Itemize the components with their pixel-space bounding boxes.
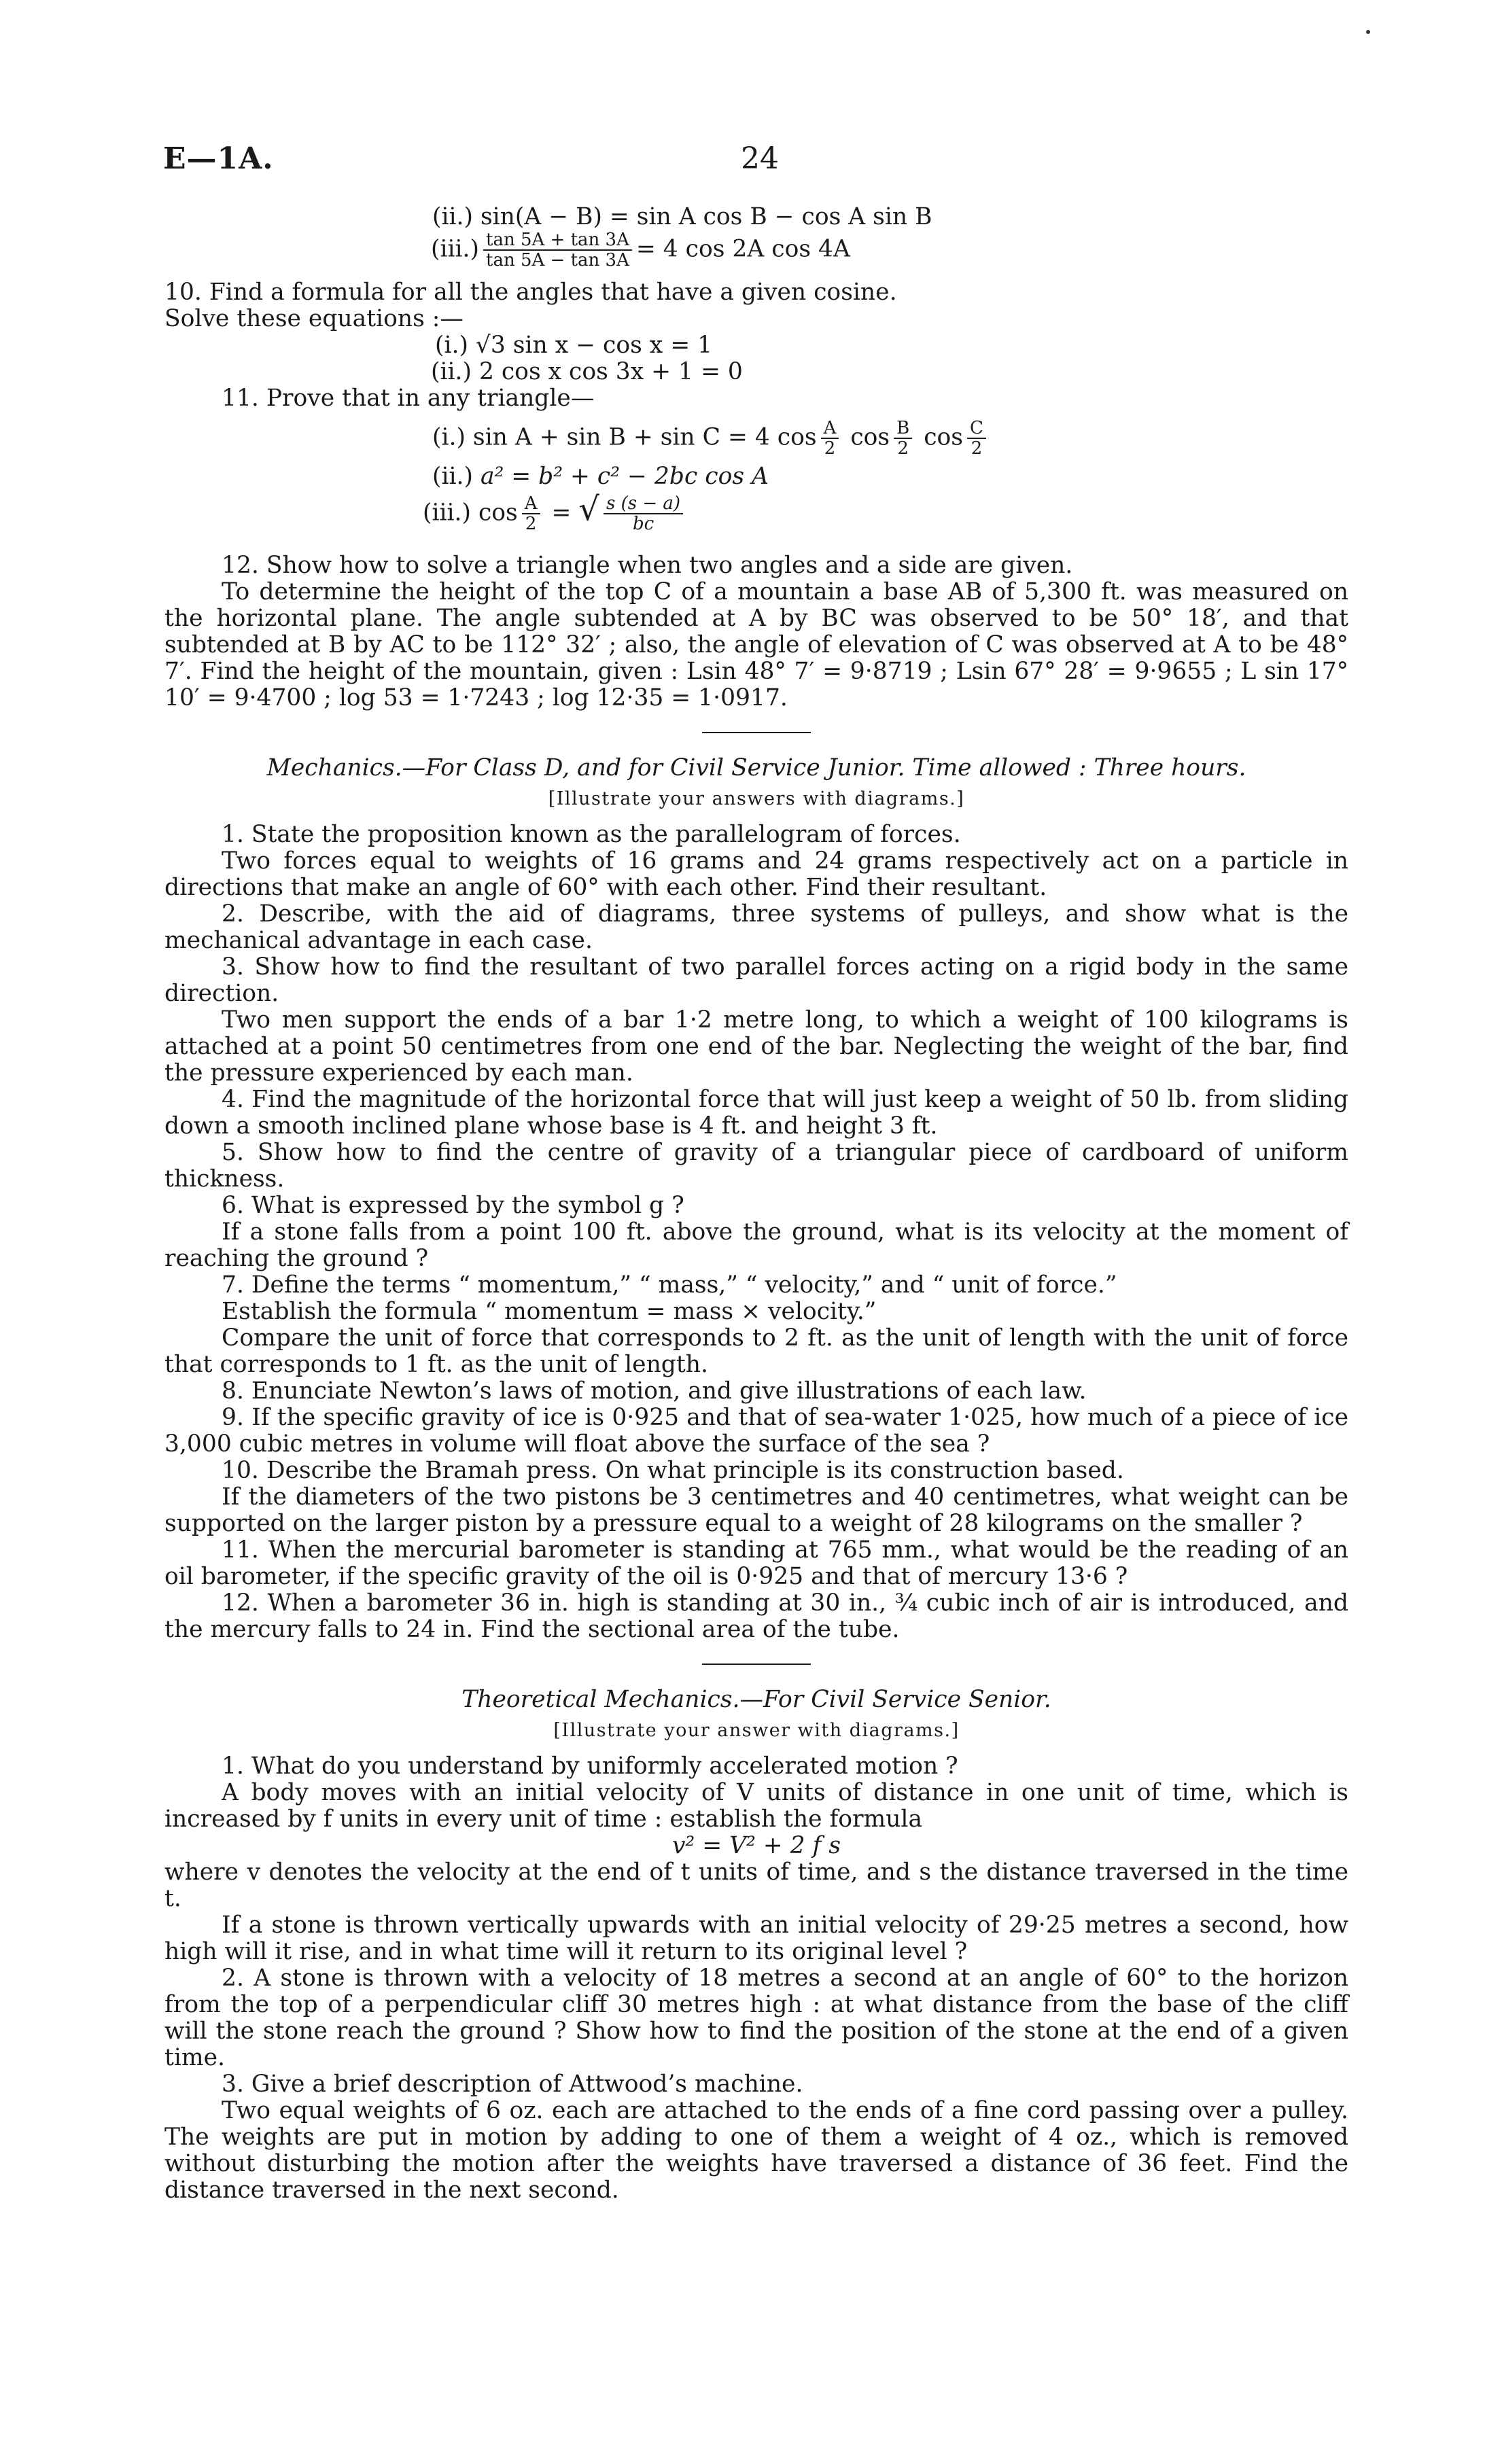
scan-speck <box>1366 30 1370 34</box>
theo-para: A body moves with an initial velocity of V units of distance in one unit of time, which is increased by f units in every unit of time : establish the formula <box>164 1779 1348 1833</box>
mech-para: Compare the unit of force that corresponds to 2 ft. as the unit of length with the unit of force that corresponds to 1 ft. as the unit of length. <box>164 1324 1348 1378</box>
mechanics-note: [Illustrate your answers with diagrams.] <box>548 788 965 809</box>
mech-para: 10. Describe the Bramah press. On what principle is its construction based. <box>222 1457 1124 1484</box>
mech-para: 12. When a barometer 36 in. high is standing at 30 in., ¾ cubic inch of air is introduced, and the mercury falls to 24 in. Find the sectional area of the tube. <box>164 1589 1348 1643</box>
theo-para: where v denotes the velocity at the end of t units of time, and s the distance traversed in the time t. <box>164 1859 1348 1912</box>
mech-para: 9. If the specific gravity of ice is 0·925 and that of sea-water 1·025, how much of a piece of ice 3,000 cubic metres in volume will float above the surface of the sea ? <box>164 1404 1348 1458</box>
q10-sub: Solve these equations :— <box>164 305 464 332</box>
q10-i: (i.) √3 sin x − cos x = 1 <box>435 332 713 359</box>
mech-para: Two forces equal to weights of 16 grams and 24 grams respectively act on a particle in directions that make an angle of 60° with each other. Find their resultant. <box>164 847 1348 901</box>
q11-text: 11. Prove that in any triangle— <box>222 385 595 412</box>
mech-para: 1. State the proposition known as the parallelogram of forces. <box>222 821 961 848</box>
mech-para: 8. Enunciate Newton’s laws of motion, and give illustrations of each law. <box>222 1377 1087 1405</box>
fraction: $\frac{s (s - a)}{bc}$ <box>604 494 683 533</box>
mech-para: 3. Show how to find the resultant of two parallel forces acting on a rigid body in the same direction. <box>164 953 1348 1007</box>
section-divider <box>702 1664 811 1665</box>
theoretical-heading: Theoretical Mechanics.—For Civil Service Senior. <box>461 1686 1051 1713</box>
theoretical-note: [Illustrate your answer with diagrams.] <box>553 1720 960 1741</box>
fraction: $\frac{C}{2}$ <box>967 419 986 458</box>
mech-para: 5. Show how to find the centre of gravity of a triangular piece of cardboard of uniform thickness. <box>164 1139 1348 1193</box>
page-number: 24 <box>741 141 779 176</box>
q12-text: 12. Show how to solve a triangle when two angles and a side are given. <box>222 552 1073 579</box>
mech-para: Establish the formula “ momentum = mass × velocity.” <box>222 1298 877 1325</box>
q11-ii: (ii.) a² = b² + c² − 2bc cos A <box>432 463 769 490</box>
fraction: $\frac{\tan 5A + \tan 3A}{\tan 5A - \tan 3A}$ <box>483 230 632 270</box>
fraction: $\frac{A}{2}$ <box>821 419 839 458</box>
mech-para: Two men support the ends of a bar 1·2 metre long, to which a weight of 100 kilograms is attached at a point 50 centimetres from one end of the bar. Neglecting the weight of the bar, find the pressure experienced by each man. <box>164 1006 1348 1087</box>
fraction: $\frac{B}{2}$ <box>894 419 912 458</box>
q12-para: To determine the height of the top C of a mountain a base AB of 5,300 ft. was measured on the horizontal plane. The angle subtended at A by BC was observed to be 50° 18′, and that subtended at B by AC to be 112° 32′ ; also, the angle of elevation of C was observed at A to be 48° 7′. Find the height of the mountain, given : Lsin 48° 7′ = 9·8719 ; Lsin 67° 28′ = 9·9655 ; L sin 17° 10′ = 9·4700 ; log 53 = 1·7243 ; log 12·35 = 1·0917. <box>164 578 1348 711</box>
mech-para: 2. Describe, with the aid of diagrams, three systems of pulleys, and show what is the mechanical advantage in each case. <box>164 900 1348 954</box>
mech-para: If the diameters of the two pistons be 3 centimetres and 40 centimetres, what weight can be supported on the larger piston by a pressure equal to a weight of 28 kilograms on the smaller ? <box>164 1483 1348 1537</box>
mech-para: 11. When the mercurial barometer is standing at 765 mm., what would be the reading of an oil barometer, if the specific gravity of the oil is 0·925 and that of mercury 13·6 ? <box>164 1536 1348 1590</box>
page-content <box>164 204 1348 2204</box>
theo-para: 3. Give a brief description of Attwood’s machine. <box>222 2071 803 2098</box>
theo-para: 2. A stone is thrown with a velocity of 18 metres a second at an angle of 60° to the horizon from the top of a perpendicular cliff 30 metres high : at what distance from the base of the cliff will the stone reach the ground ? Show how to find the position of the stone at the end of a given time. <box>164 1965 1348 2071</box>
q11-i: (i.) sin A + sin B + sin C = 4 cos $\frac{A}{2}$ cos $\frac{B}{2}$ cos $\frac{C}{2}$ <box>164 419 1348 458</box>
q11-iii: (iii.) cos $\frac{A}{2}$ = √ $\frac{s (s - a)}{bc}$ <box>164 494 1348 533</box>
q9-iii: (iii.) $\frac{\tan 5A + \tan 3A}{\tan 5A - \tan 3A}$ = 4 cos 2A cos 4A <box>431 230 850 270</box>
theo-para: Two equal weights of 6 oz. each are attached to the ends of a fine cord passing over a pulley. The weights are put in motion by adding to one of them a weight of 4 oz., which is removed without disturbing the motion after the weights have traversed a distance of 36 feet. Find the distance traversed in the next second. <box>164 2097 1348 2204</box>
document-code: E—1A. <box>163 141 274 176</box>
mech-para: 7. Define the terms “ momentum,” “ mass,” “ velocity,” and “ unit of force.” <box>222 1271 1117 1299</box>
mechanics-heading: Mechanics.—For Class D, and for Civil Service Junior. Time allowed : Three hours. <box>266 754 1246 781</box>
q10-text: 10. Find a formula for all the angles that have a given cosine. <box>164 279 897 306</box>
fraction: $\frac{A}{2}$ <box>522 494 540 533</box>
q10-ii: (ii.) 2 cos x cos 3x + 1 = 0 <box>431 358 743 385</box>
section-divider <box>702 732 811 733</box>
mech-para: 4. Find the magnitude of the horizontal force that will just keep a weight of 50 lb. from sliding down a smooth inclined plane whose base is 4 ft. and height 3 ft. <box>164 1086 1348 1140</box>
theo-para: 1. What do you understand by uniformly accelerated motion ? <box>222 1753 958 1780</box>
q9-ii: (ii.) sin(A − B) = sin A cos B − cos A sin B <box>432 203 932 230</box>
theo-formula: v² = V² + 2 f s <box>671 1832 841 1859</box>
mech-para: 6. What is expressed by the symbol g ? <box>222 1192 684 1219</box>
theo-para: If a stone is thrown vertically upwards with an initial velocity of 29·25 metres a second, how high will it rise, and in what time will it return to its original level ? <box>164 1912 1348 1965</box>
mech-para: If a stone falls from a point 100 ft. above the ground, what is its velocity at the moment of reaching the ground ? <box>164 1218 1348 1272</box>
